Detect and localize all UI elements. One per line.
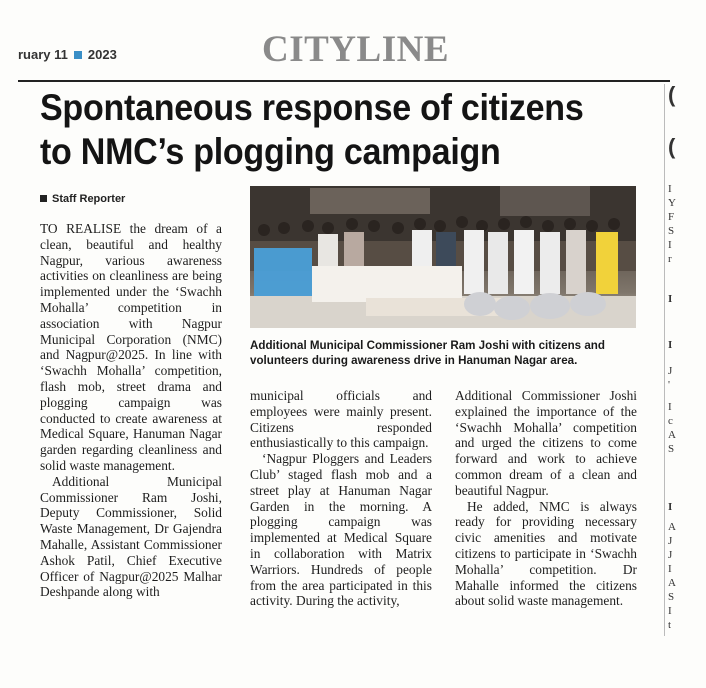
byline-bullet-icon <box>40 195 47 202</box>
byline <box>40 193 125 205</box>
paragraph: TO REALISE the dream of a clean, beautiful and healthy Nagpur, various awareness activities on cleanliness are being implemented under the ‘Swachh Mohalla’ competition in association with Nagpur Municipal Corporation (NMC) and Nagpur@2025. In line with ‘Swachh Mohalla’ competition, flash mob, street drama and plogging campaign was conducted to create awareness at Medical Square, Hanuman Nagar garden regarding cleanliness and solid waste management. <box>40 221 222 473</box>
byline-text: Staff Reporter <box>52 193 126 205</box>
date-month: ruary 11 <box>18 47 68 62</box>
adjacent-article-edge: ( ( I Y F S I r I I J ' I c A S I A J J I A S I t <box>668 84 676 631</box>
paragraph: Additional Commissioner Joshi explained the importance of the ‘Swachh Mohalla’ competition and urged the citizens to come forward and work to achieve common dream of a clean and beautiful Nagpur. <box>455 388 637 498</box>
masthead-rule <box>18 80 670 82</box>
photo-caption: Additional Municipal Commissioner Ram Joshi with citizens and volunteers during awareness drive in Hanuman Nagar area. <box>250 339 605 367</box>
headline-line-2: to NMC’s plogging campaign <box>40 131 501 172</box>
crowd-photo-illustration <box>250 186 636 328</box>
article-photo <box>250 186 636 328</box>
paragraph: Additional Municipal Commissioner Ram Joshi, Deputy Commissioner, Solid Waste Management, Dr Gajendra Mahalle, Assistant Commissioner Ashok Patil, Chief Executive Officer of Nagpur@2025 Malhar Deshpande along with <box>40 473 222 600</box>
article-column-1 <box>40 221 222 600</box>
date-year: 2023 <box>87 47 117 62</box>
page-date <box>18 47 117 62</box>
article-headline <box>40 86 592 174</box>
headline-line-1: Spontaneous response of citizens <box>40 87 584 128</box>
date-separator-square <box>74 51 82 59</box>
article-column-2 <box>250 388 432 609</box>
paragraph: ‘Nagpur Ploggers and Leaders Club’ staged flash mob and a street play at Hanuman Nagar Garden in the morning. A plogging campaign was implemented at Medical Square in collaboration with Matrix Warriors. Hundreds of people from the area participated in this activity. During the activity, <box>250 451 432 609</box>
article-column-3 <box>455 388 637 609</box>
paragraph: He added, NMC is always ready for providing necessary civic amenities and motivate citizens to participate in ‘Swachh Mohalla’ competition. Dr Mahalle informed the citizens about solid waste management. <box>455 498 637 609</box>
paragraph: municipal officials and employees were mainly present. Citizens responded enthusiastically to this campaign. <box>250 388 432 451</box>
section-title: CITYLINE <box>262 29 449 70</box>
